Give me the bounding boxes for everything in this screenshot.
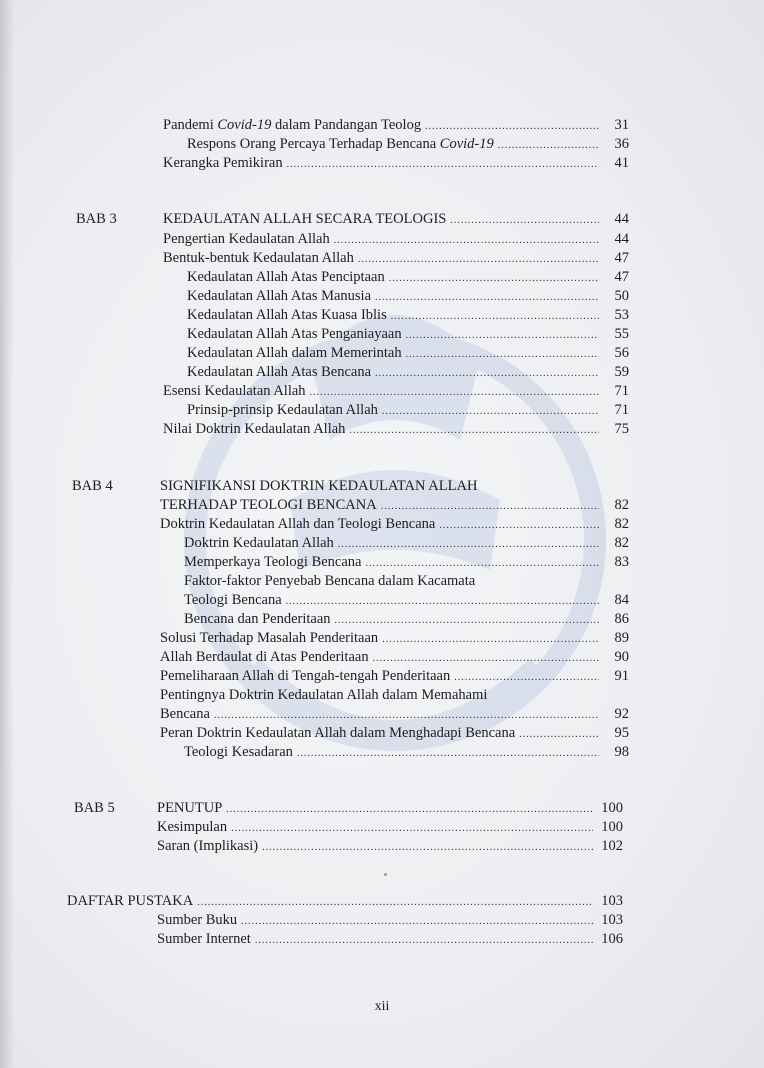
toc-entry-label: Kedaulatan Allah Atas Manusia <box>187 288 372 304</box>
page-number-footer: xii <box>374 999 390 1014</box>
toc-entry-label: Nilai Doktrin Kedaulatan Allah <box>163 421 346 437</box>
leader-dots <box>406 327 599 345</box>
toc-page-number: 103 <box>601 893 623 909</box>
toc-page-number: 103 <box>601 912 623 928</box>
toc-entry[interactable] <box>160 496 629 516</box>
toc-entry[interactable] <box>160 515 629 535</box>
toc-entry-label: Kerangka Pemikiran <box>163 155 283 171</box>
toc-entry-label: DAFTAR PUSTAKA <box>67 893 194 909</box>
toc-page-number: 92 <box>614 706 629 722</box>
toc-page-number: 59 <box>614 364 629 380</box>
toc-entry[interactable] <box>163 420 629 440</box>
leader-dots <box>349 422 599 440</box>
toc-entry[interactable] <box>187 325 629 345</box>
toc-entry[interactable] <box>184 610 629 630</box>
toc-entry[interactable] <box>187 306 629 326</box>
leader-dots <box>214 707 599 725</box>
toc-entry[interactable] <box>184 553 629 573</box>
toc-page-number: 91 <box>614 668 629 684</box>
toc-page-number: 82 <box>614 497 629 513</box>
toc-entry-label: KEDAULATAN ALLAH SECARA TEOLOGIS <box>163 211 447 227</box>
paper-speck <box>384 873 387 876</box>
leader-dots <box>382 631 599 649</box>
leader-dots <box>519 726 599 744</box>
toc-entry-label: Sumber Internet <box>157 931 251 947</box>
toc-entry[interactable] <box>163 382 629 402</box>
toc-entry[interactable] <box>184 743 629 763</box>
toc-entry-label: Kedaulatan Allah Atas Bencana <box>187 364 372 380</box>
chapter-label: BAB 5 <box>74 800 115 816</box>
toc-entry[interactable] <box>187 135 629 155</box>
toc-entry-label: Doktrin Kedaulatan Allah dan Teologi Bencana <box>160 516 436 532</box>
toc-entry[interactable] <box>163 230 629 250</box>
toc-entry[interactable] <box>187 268 629 288</box>
toc-entry[interactable] <box>67 892 623 912</box>
toc-entry-label: Faktor-faktor Penyebab Bencana dalam Kacamata <box>184 573 476 589</box>
toc-entry-label: Kedaulatan Allah Atas Penciptaan <box>187 269 385 285</box>
toc-entry[interactable] <box>163 154 629 174</box>
toc-entry[interactable] <box>157 799 623 819</box>
toc-entry-label: Pentingnya Doktrin Kedaulatan Allah dalam Memahami <box>160 687 488 703</box>
toc-entry-label: Bentuk-bentuk Kedaulatan Allah <box>163 250 354 266</box>
leader-dots <box>425 118 599 136</box>
toc-entry-label: Memperkaya Teologi Bencana <box>184 554 362 570</box>
toc-entry-label: Bencana <box>160 706 210 722</box>
toc-entry[interactable] <box>163 210 629 230</box>
leader-dots <box>241 913 593 931</box>
toc-entry-label: Sumber Buku <box>157 912 238 928</box>
toc-page-number: 100 <box>601 800 623 816</box>
toc-entry-label: Doktrin Kedaulatan Allah <box>184 535 334 551</box>
toc-entry[interactable] <box>160 705 629 725</box>
toc-page-number: 50 <box>614 288 629 304</box>
leader-dots <box>255 932 593 950</box>
chapter-label: BAB 3 <box>76 211 117 227</box>
leader-dots <box>373 650 599 668</box>
toc-page-number: 83 <box>614 554 629 570</box>
toc-page-number: 41 <box>614 155 629 171</box>
toc-entry[interactable] <box>160 648 629 668</box>
toc-entry[interactable] <box>187 287 629 307</box>
toc-page-number: 98 <box>614 744 629 760</box>
toc-entry-label: Pemeliharaan Allah di Tengah-tengah Penderitaan <box>160 668 451 684</box>
toc-page-number: 82 <box>614 535 629 551</box>
leader-dots <box>382 403 599 421</box>
toc-page-number: 47 <box>614 269 629 285</box>
leader-dots <box>338 536 599 554</box>
leader-dots <box>439 517 599 535</box>
toc-entry-label: PENUTUP <box>157 800 223 816</box>
toc-entry-label: Solusi Terhadap Masalah Penderitaan <box>160 630 379 646</box>
toc-entry-label: Kedaulatan Allah Atas Kuasa Iblis <box>187 307 387 323</box>
leader-dots <box>450 212 599 230</box>
chapter-title-line: SIGNIFIKANSI DOKTRIN KEDAULATAN ALLAH <box>160 478 478 494</box>
toc-page-number: 86 <box>614 611 629 627</box>
leader-dots <box>358 251 599 269</box>
toc-page-number: 90 <box>614 649 629 665</box>
toc-page-number: 102 <box>601 838 623 854</box>
toc-entry[interactable] <box>187 363 629 383</box>
toc-entry[interactable] <box>163 116 629 136</box>
leader-dots <box>454 669 599 687</box>
toc-page-number: 84 <box>614 592 629 608</box>
toc-page-number: 106 <box>601 931 623 947</box>
toc-entry[interactable] <box>187 344 629 364</box>
toc-page-number: 56 <box>614 345 629 361</box>
toc-entry[interactable] <box>157 911 623 931</box>
toc-entry-label: Pengertian Kedaulatan Allah <box>163 231 330 247</box>
toc-entry-label: Respons Orang Percaya Terhadap Bencana Covid-19 <box>187 136 494 152</box>
leader-dots <box>197 894 593 912</box>
toc-entry[interactable] <box>157 818 623 838</box>
toc-page-number: 53 <box>614 307 629 323</box>
toc-page-number: 44 <box>614 231 629 247</box>
toc-page-number: 100 <box>601 819 623 835</box>
page-edge-shadow <box>0 0 14 1068</box>
leader-dots <box>381 498 599 516</box>
leader-dots <box>375 365 599 383</box>
toc-entry[interactable] <box>157 930 623 950</box>
toc-page-number: 71 <box>614 402 629 418</box>
toc-page-number: 31 <box>614 117 629 133</box>
toc-page-number: 71 <box>614 383 629 399</box>
toc-entry-label: Kesimpulan <box>157 819 228 835</box>
toc-entry-label: Teologi Bencana <box>184 592 282 608</box>
toc-page-number: 36 <box>614 136 629 152</box>
toc-entry-label: Allah Berdaulat di Atas Penderitaan <box>160 649 369 665</box>
toc-entry[interactable] <box>160 629 629 649</box>
toc-entry-label: Kedaulatan Allah dalam Memerintah <box>187 345 402 361</box>
toc-entry-label: Prinsip-prinsip Kedaulatan Allah <box>187 402 378 418</box>
leader-dots <box>226 801 593 819</box>
leader-dots <box>389 270 599 288</box>
leader-dots <box>310 384 599 402</box>
toc-page-number: 55 <box>614 326 629 342</box>
leader-dots <box>365 555 599 573</box>
toc-page-number: 47 <box>614 250 629 266</box>
toc-page-number: 95 <box>614 725 629 741</box>
toc-entry[interactable] <box>184 534 629 554</box>
toc-entry[interactable] <box>184 591 629 611</box>
toc-page-number: 75 <box>614 421 629 437</box>
toc-entry-label: Esensi Kedaulatan Allah <box>163 383 306 399</box>
leader-dots <box>287 156 599 174</box>
leader-dots <box>334 232 599 250</box>
leader-dots <box>498 137 599 155</box>
leader-dots <box>231 820 593 838</box>
leader-dots <box>406 346 599 364</box>
toc-entry[interactable] <box>160 667 629 687</box>
leader-dots <box>297 745 599 763</box>
toc-entry-label: Kedaulatan Allah Atas Penganiayaan <box>187 326 402 342</box>
toc-page-number: 82 <box>614 516 629 532</box>
chapter-label: BAB 4 <box>72 478 113 494</box>
toc-entry-label: Pandemi Covid-19 dalam Pandangan Teolog <box>163 117 422 133</box>
leader-dots <box>375 289 599 307</box>
toc-entry-label: Peran Doktrin Kedaulatan Allah dalam Menghadapi Bencana <box>160 725 516 741</box>
toc-page-number: 44 <box>614 211 629 227</box>
leader-dots <box>262 839 593 857</box>
toc-entry[interactable] <box>163 249 629 269</box>
toc-entry-label: Bencana dan Penderitaan <box>184 611 331 627</box>
toc-entry[interactable] <box>187 401 629 421</box>
leader-dots <box>391 308 599 326</box>
toc-entry-label: TERHADAP TEOLOGI BENCANA <box>160 497 377 513</box>
toc-entry[interactable] <box>157 837 623 857</box>
leader-dots <box>335 612 599 630</box>
toc-entry-label: Teologi Kesadaran <box>184 744 293 760</box>
toc-entry[interactable] <box>160 724 629 744</box>
toc-page-number: 89 <box>614 630 629 646</box>
leader-dots <box>286 593 599 611</box>
toc-entry-label: Saran (Implikasi) <box>157 838 259 854</box>
